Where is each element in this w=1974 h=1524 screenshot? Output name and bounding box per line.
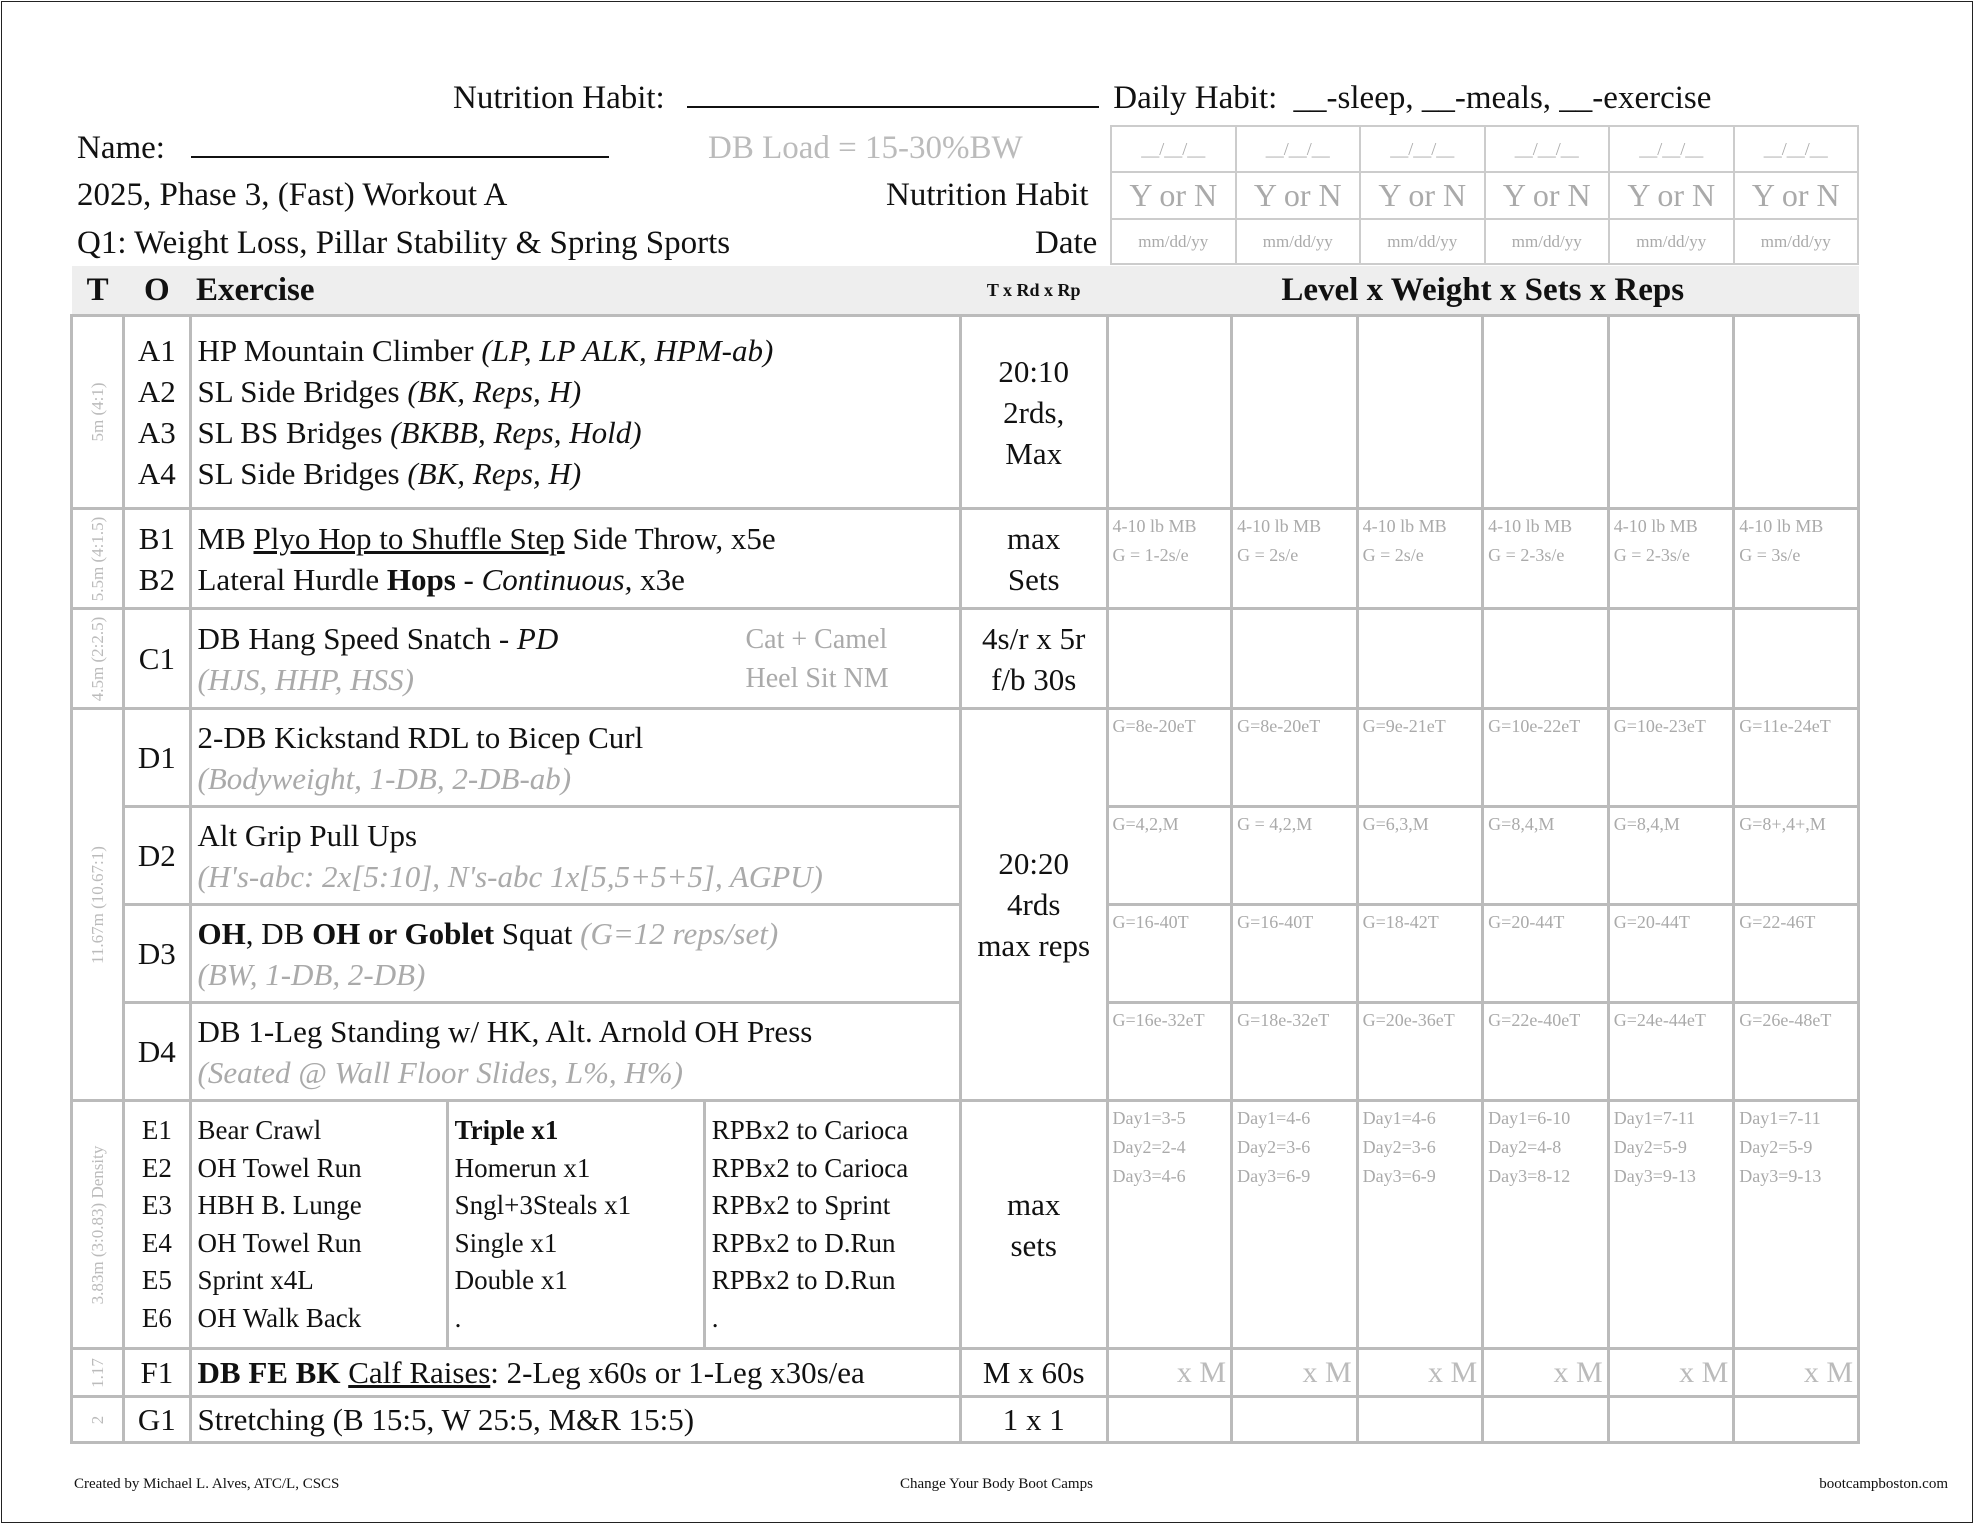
- section-b: [72, 509, 1859, 609]
- aside-line: Cat + Camel: [745, 624, 888, 655]
- exercise-text: , DB: [245, 915, 313, 951]
- section-c: [72, 609, 1859, 709]
- day-note: Day2=2-4: [1112, 1137, 1186, 1157]
- exercise-name: Sprint x4L: [197, 1265, 314, 1295]
- exercise-text-bold: OH: [197, 915, 246, 951]
- exercise-name: OH Towel Run: [197, 1152, 362, 1183]
- exercise-name: SL BS Bridges: [197, 415, 391, 450]
- quarter-title: Q1: Weight Loss, Pillar Stability & Spring Sports: [77, 225, 731, 261]
- exercise-text-italic: PD: [516, 620, 559, 656]
- name-label: Name:: [77, 130, 165, 166]
- exercise-name: DB Hang Speed Snatch -: [197, 620, 517, 656]
- day-cell[interactable]: [1232, 1101, 1358, 1349]
- day-cell[interactable]: G=20-44T: [1608, 905, 1734, 1003]
- exercise-name: HBH B. Lunge: [197, 1190, 362, 1220]
- name-field[interactable]: [191, 130, 609, 158]
- yn-cell[interactable]: Y or N: [1236, 172, 1361, 219]
- exercise-f1: [190, 1349, 960, 1397]
- exercise-a1: [198, 330, 959, 371]
- exercise-name: RPBx2 to D.Run: [711, 1265, 896, 1295]
- order-label: C1: [124, 609, 190, 709]
- blank-cell[interactable]: __/__/__: [1111, 126, 1236, 172]
- section-d-row-1: [72, 709, 1859, 807]
- yn-cell[interactable]: Y or N: [1734, 172, 1859, 219]
- day-cell[interactable]: [1734, 509, 1859, 609]
- exercise-name: SL Side Bridges: [197, 374, 408, 409]
- yn-cell[interactable]: Y or N: [1360, 172, 1485, 219]
- section-f: [72, 1349, 1859, 1397]
- day-cell[interactable]: [1608, 316, 1734, 509]
- day-note: 4-10 lb MB: [1362, 516, 1447, 536]
- exercise-text-bold: OH or Goblet: [312, 915, 495, 951]
- exercise-name: Bear Crawl: [197, 1115, 322, 1145]
- day-cell[interactable]: [1483, 609, 1609, 709]
- blank-cell[interactable]: __/__/__: [1236, 126, 1361, 172]
- day-cell[interactable]: G=20e-36eT: [1357, 1003, 1483, 1101]
- day-note: Day3=9-13: [1739, 1166, 1822, 1186]
- day-note: Day1=4-6: [1362, 1108, 1436, 1128]
- col-t: T: [72, 266, 124, 316]
- exercise-text: : 2-Leg x60s or 1-Leg x30s/ea: [490, 1355, 865, 1390]
- warmup-aside: [746, 620, 889, 698]
- day-cell[interactable]: G=4,2,M: [1107, 807, 1232, 905]
- trdrp-b: [960, 509, 1107, 609]
- col-trdrp: T x Rd x Rp: [960, 266, 1107, 316]
- trdrp-line: max: [1007, 1186, 1061, 1222]
- name-row: [77, 130, 609, 167]
- day-note: Day2=5-9: [1739, 1137, 1813, 1157]
- day-cell[interactable]: [1107, 1397, 1232, 1443]
- exercise-b2: [198, 559, 959, 600]
- day-cell[interactable]: [1608, 1397, 1734, 1443]
- day-cell[interactable]: G=22-46T: [1734, 905, 1859, 1003]
- day-cell[interactable]: [1483, 316, 1609, 509]
- order-label: A4: [137, 456, 176, 491]
- order-label: A1: [137, 333, 176, 368]
- exercise-options: (BKBB, Reps, Hold): [390, 415, 642, 450]
- order-label: A2: [137, 374, 176, 409]
- day-cell[interactable]: x M: [1107, 1349, 1232, 1397]
- trdrp-g: 1 x 1: [960, 1397, 1107, 1443]
- day-cell[interactable]: [1107, 316, 1232, 509]
- order-e: [124, 1101, 190, 1349]
- day-cell[interactable]: [1734, 1397, 1859, 1443]
- date-cell[interactable]: mm/dd/yy: [1734, 219, 1859, 264]
- day-cell[interactable]: G=10e-23eT: [1608, 709, 1734, 807]
- yn-cell[interactable]: Y or N: [1111, 172, 1236, 219]
- exercise-options: (HJS, HHP, HSS): [197, 661, 414, 697]
- day-cell[interactable]: G=6,3,M: [1357, 807, 1483, 905]
- date-row-label: Date: [1035, 225, 1098, 261]
- exercise-text: Squat: [494, 915, 581, 951]
- day-note: 4-10 lb MB: [1488, 516, 1573, 536]
- exercise-g1: Stretching (B 15:5, W 25:5, M&R 15:5): [190, 1397, 960, 1443]
- day-note: Day3=8-12: [1488, 1166, 1571, 1186]
- exercise-a: [190, 316, 960, 509]
- trdrp-line: Sets: [1007, 561, 1060, 597]
- time-label: 5m (4:1): [87, 382, 107, 442]
- day-cell[interactable]: x M: [1608, 1349, 1734, 1397]
- blank-cell[interactable]: __/__/__: [1360, 126, 1485, 172]
- day-note: Day3=6-9: [1362, 1166, 1436, 1186]
- exercise-name: Homerun x1: [454, 1152, 591, 1183]
- time-b: [72, 509, 124, 609]
- exercise-a2: [198, 371, 959, 412]
- day-cell[interactable]: x M: [1232, 1349, 1358, 1397]
- day-cell[interactable]: [1734, 609, 1859, 709]
- exercise-name: OH Walk Back: [197, 1302, 362, 1333]
- trdrp-line: 20:10: [998, 353, 1070, 389]
- day-note: Day1=7-11: [1613, 1108, 1696, 1128]
- workout-title: 2025, Phase 3, (Fast) Workout A: [77, 177, 508, 213]
- day-note: 4-10 lb MB: [1237, 516, 1322, 536]
- exercise-d1: [190, 709, 960, 807]
- day-cell[interactable]: [1107, 509, 1232, 609]
- day-cell[interactable]: G=18e-32eT: [1232, 1003, 1358, 1101]
- time-label: 2: [87, 1415, 107, 1424]
- time-label: 4.5m (2:2.5): [87, 616, 107, 701]
- day-note: Day1=7-11: [1739, 1108, 1821, 1128]
- exercise-options: (Bodyweight, 1-DB, 2-DB-ab): [197, 760, 572, 796]
- exercise-options: (LP, LP ALK, HPM-ab): [481, 333, 774, 368]
- order-label: F1: [124, 1349, 190, 1397]
- order-label: E3: [141, 1190, 172, 1220]
- workout-table: [70, 266, 1860, 1444]
- exercise-options: (Seated @ Wall Floor Slides, L%, H%): [197, 1054, 683, 1090]
- exercise-name: Alt Grip Pull Ups: [197, 817, 418, 853]
- day-note: G = 2s/e: [1362, 545, 1424, 565]
- day-cell[interactable]: [1232, 509, 1358, 609]
- exercise-text: -: [455, 561, 482, 597]
- time-a: [72, 316, 124, 509]
- exercise-text-italic: Continuous,: [481, 561, 633, 597]
- order-label: E5: [141, 1265, 172, 1295]
- time-label: 11.67m (10.67:1): [87, 845, 107, 964]
- day-cell[interactable]: G=20-44T: [1483, 905, 1609, 1003]
- footer-credit: Created by Michael L. Alves, ATC/L, CSCS: [74, 1476, 340, 1492]
- trdrp-e: [960, 1101, 1107, 1349]
- day-note: Day2=5-9: [1613, 1137, 1687, 1157]
- day-cell[interactable]: G=8,4,M: [1483, 807, 1609, 905]
- date-cell[interactable]: mm/dd/yy: [1236, 219, 1361, 264]
- exercise-name: .: [454, 1302, 462, 1333]
- trdrp-line: sets: [1010, 1227, 1057, 1263]
- exercise-line: [198, 913, 959, 954]
- exercise-b: [190, 509, 960, 609]
- blank-cell[interactable]: __/__/__: [1609, 126, 1734, 172]
- exercise-options: (H's-abc: 2x[5:10], N's-abc 1x[5,5+5+5], AGPU): [197, 858, 823, 894]
- day-note: G = 2-3s/e: [1613, 545, 1690, 565]
- order-label: E4: [141, 1227, 172, 1258]
- day-cell[interactable]: [1483, 509, 1609, 609]
- day-cell[interactable]: G=8e-20eT: [1107, 709, 1232, 807]
- trdrp-line: 4rds: [1007, 887, 1061, 922]
- order-label: E2: [141, 1152, 172, 1183]
- day-note: 4-10 lb MB: [1112, 516, 1197, 536]
- exercise-e-col2: [447, 1101, 704, 1349]
- day-cell[interactable]: G=18-42T: [1357, 905, 1483, 1003]
- trdrp-line: f/b 30s: [991, 661, 1077, 697]
- day-note: Day2=3-6: [1362, 1137, 1436, 1157]
- day-cell[interactable]: G = 4,2,M: [1232, 807, 1358, 905]
- time-label: 5.5m (4:1.5): [87, 516, 107, 601]
- section-e: [72, 1101, 1859, 1349]
- daily-habit-label: Daily Habit:: [1113, 80, 1278, 116]
- trdrp-line: max: [1007, 520, 1061, 556]
- time-d: [72, 709, 124, 1101]
- day-cell[interactable]: G=22e-40eT: [1483, 1003, 1609, 1101]
- day-cell[interactable]: G=16-40T: [1107, 905, 1232, 1003]
- day-cell[interactable]: [1357, 1397, 1483, 1443]
- exercise-d3: [190, 905, 960, 1003]
- day-note: G = 3s/e: [1739, 545, 1801, 565]
- day-cell[interactable]: [1232, 609, 1358, 709]
- exercise-text: x3e: [632, 561, 685, 597]
- day-cell[interactable]: [1483, 1397, 1609, 1443]
- day-cell[interactable]: [1232, 316, 1358, 509]
- trdrp-line: max reps: [977, 928, 1091, 963]
- day-cell[interactable]: x M: [1734, 1349, 1859, 1397]
- trdrp-c: [960, 609, 1107, 709]
- trdrp-line: Max: [1005, 435, 1063, 471]
- exercise-name: Sngl+3Steals x1: [454, 1190, 632, 1220]
- day-note: G = 2-3s/e: [1488, 545, 1565, 565]
- day-cell[interactable]: G=26e-48eT: [1734, 1003, 1859, 1101]
- day-note: 4-10 lb MB: [1613, 516, 1698, 536]
- exercise-name: RPBx2 to Carioca: [711, 1152, 909, 1183]
- day-note: Day3=6-9: [1237, 1166, 1311, 1186]
- db-load: DB Load = 15-30%BW: [708, 130, 1023, 166]
- day-cell[interactable]: G=11e-24eT: [1734, 709, 1859, 807]
- day-cell[interactable]: [1734, 1101, 1859, 1349]
- exercise-text-underlined: Calf Raises: [348, 1355, 491, 1390]
- footer-brand: Change Your Body Boot Camps: [900, 1476, 1093, 1492]
- exercise-b1: [198, 518, 959, 559]
- col-o: O: [124, 266, 190, 316]
- exercise-c: [190, 609, 960, 709]
- day-cell[interactable]: [1357, 1101, 1483, 1349]
- exercise-name: RPBx2 to Carioca: [711, 1115, 909, 1145]
- exercise-options: (BK, Reps, H): [407, 456, 582, 491]
- exercise-text-bold: DB FE BK: [197, 1355, 349, 1390]
- order-label: E1: [141, 1115, 172, 1145]
- exercise-text-bold: Hops: [386, 561, 456, 597]
- exercise-text-underlined: Plyo Hop to Shuffle Step: [253, 520, 565, 556]
- date-cell[interactable]: mm/dd/yy: [1485, 219, 1610, 264]
- day-cell[interactable]: G=24e-44eT: [1608, 1003, 1734, 1101]
- exercise-name: .: [711, 1302, 719, 1333]
- exercise-text: Side Throw, x5e: [564, 520, 776, 556]
- day-cell[interactable]: x M: [1483, 1349, 1609, 1397]
- day-note: G = 1-2s/e: [1112, 545, 1189, 565]
- exercise-name: HP Mountain Climber: [197, 333, 482, 368]
- day-cell[interactable]: G=9e-21eT: [1357, 709, 1483, 807]
- time-f: [72, 1349, 124, 1397]
- order-label: D1: [124, 709, 190, 807]
- time-label: 1.17: [87, 1357, 107, 1388]
- order-label: E6: [141, 1302, 172, 1333]
- exercise-name: OH Towel Run: [197, 1227, 362, 1258]
- day-cell[interactable]: G=8e-20eT: [1232, 709, 1358, 807]
- exercise-name: DB 1-Leg Standing w/ HK, Alt. Arnold OH Press: [197, 1013, 813, 1049]
- day-cell[interactable]: [1608, 609, 1734, 709]
- time-c: [72, 609, 124, 709]
- section-g: [72, 1397, 1859, 1443]
- blank-cell[interactable]: __/__/__: [1485, 126, 1610, 172]
- day-note: G = 2s/e: [1237, 545, 1299, 565]
- exercise-e-col3: [704, 1101, 960, 1349]
- trdrp-f: M x 60s: [960, 1349, 1107, 1397]
- footer-website[interactable]: bootcampboston.com: [1819, 1476, 1948, 1492]
- day-cell[interactable]: [1608, 509, 1734, 609]
- time-e: [72, 1101, 124, 1349]
- time-label: 3.83m (3:0.83) Density: [87, 1145, 107, 1304]
- day-note: Day1=4-6: [1237, 1108, 1311, 1128]
- yn-cell[interactable]: Y or N: [1609, 172, 1734, 219]
- trdrp-line: 4s/r x 5r: [982, 620, 1086, 656]
- day-cell[interactable]: [1357, 609, 1483, 709]
- day-cell[interactable]: G=16e-32eT: [1107, 1003, 1232, 1101]
- order-label: D4: [124, 1003, 190, 1101]
- day-cell[interactable]: G=8,4,M: [1608, 807, 1734, 905]
- trdrp-d: [960, 709, 1107, 1101]
- order-label: D2: [124, 807, 190, 905]
- day-cell[interactable]: G=10e-22eT: [1483, 709, 1609, 807]
- exercise-options: (BW, 1-DB, 2-DB): [197, 956, 426, 992]
- day-cell[interactable]: [1483, 1101, 1609, 1349]
- day-cell[interactable]: [1357, 509, 1483, 609]
- nutrition-habit-row-label: Nutrition Habit: [886, 177, 1089, 213]
- exercise-name: RPBx2 to D.Run: [711, 1227, 896, 1258]
- day-cell[interactable]: [1357, 316, 1483, 509]
- blank-cell[interactable]: __/__/__: [1734, 126, 1859, 172]
- nutrition-habit-field[interactable]: [687, 80, 1099, 108]
- day-note: Day2=4-8: [1488, 1137, 1562, 1157]
- order-b: [124, 509, 190, 609]
- day-cell[interactable]: G=8+,4+,M: [1734, 807, 1859, 905]
- day-cell[interactable]: [1734, 316, 1859, 509]
- date-cell[interactable]: mm/dd/yy: [1360, 219, 1485, 264]
- nutrition-habit-heading: [453, 80, 1711, 117]
- exercise-name: SL Side Bridges: [197, 456, 408, 491]
- day-cell[interactable]: G=16-40T: [1232, 905, 1358, 1003]
- day-note: 4-10 lb MB: [1739, 516, 1824, 536]
- header-grid: [1110, 125, 1859, 265]
- nutrition-habit-label: Nutrition Habit:: [453, 80, 665, 116]
- day-note: Day3=4-6: [1112, 1166, 1186, 1186]
- exercise-note: (G=12 reps/set): [580, 915, 779, 951]
- col-lwsr: Level x Weight x Sets x Reps: [1107, 266, 1858, 316]
- trdrp-a: [960, 316, 1107, 509]
- time-g: [72, 1397, 124, 1443]
- exercise-a4: [198, 453, 959, 494]
- day-cell[interactable]: [1232, 1397, 1358, 1443]
- day-cell[interactable]: [1608, 1101, 1734, 1349]
- day-cell[interactable]: [1107, 1101, 1232, 1349]
- column-header-row: [72, 266, 1859, 316]
- exercise-name: Triple x1: [454, 1115, 559, 1145]
- order-label: A3: [137, 415, 176, 450]
- exercise-e-col1: [190, 1101, 447, 1349]
- exercise-name: RPBx2 to Sprint: [711, 1190, 891, 1220]
- day-note: Day1=3-5: [1112, 1108, 1186, 1128]
- day-note: Day3=9-13: [1613, 1166, 1696, 1186]
- yn-cell[interactable]: Y or N: [1485, 172, 1610, 219]
- order-label: D3: [124, 905, 190, 1003]
- day-cell[interactable]: x M: [1357, 1349, 1483, 1397]
- exercise-options: (BK, Reps, H): [407, 374, 582, 409]
- exercise-name: Single x1: [454, 1227, 558, 1258]
- day-note: Day1=6-10: [1488, 1108, 1571, 1128]
- order-a: [124, 316, 190, 509]
- exercise-name: 2-DB Kickstand RDL to Bicep Curl: [197, 719, 644, 755]
- col-exercise: Exercise: [190, 266, 960, 316]
- exercise-a3: [198, 412, 959, 453]
- exercise-name: Double x1: [454, 1265, 568, 1295]
- exercise-text: MB: [197, 520, 254, 556]
- order-label: B1: [138, 520, 175, 556]
- order-label: G1: [124, 1397, 190, 1443]
- exercise-d4: [190, 1003, 960, 1101]
- date-cell[interactable]: mm/dd/yy: [1111, 219, 1236, 264]
- exercise-text: Lateral Hurdle: [197, 561, 387, 597]
- date-cell[interactable]: mm/dd/yy: [1609, 219, 1734, 264]
- trdrp-line: 20:20: [998, 846, 1070, 881]
- section-a: [72, 316, 1859, 509]
- exercise-d2: [190, 807, 960, 905]
- day-note: Day2=3-6: [1237, 1137, 1311, 1157]
- aside-line: Heel Sit NM: [745, 663, 889, 694]
- order-label: B2: [138, 561, 175, 597]
- day-cell[interactable]: [1107, 609, 1232, 709]
- daily-habit-text: __-sleep, __-meals, __-exercise: [1293, 80, 1712, 116]
- trdrp-line: 2rds,: [1003, 394, 1065, 430]
